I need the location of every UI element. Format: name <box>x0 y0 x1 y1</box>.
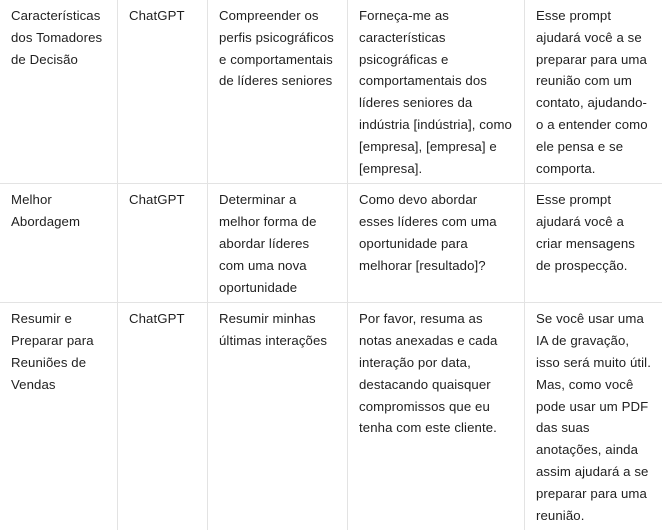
table-row <box>0 0 662 184</box>
table-cell-note: Se você usar uma IA de gravação, isso será muito útil. Mas, como você pode usar um PDF das suas anotações, ainda assim ajudará a se preparar para uma reunião. <box>525 303 662 530</box>
table-cell-goal: Resumir minhas últimas interações <box>208 303 348 530</box>
table-cell-goal: Compreender os perfis psicográficos e comportamentais de líderes seniores <box>208 0 348 184</box>
table-cell-prompt: Por favor, resuma as notas anexadas e cada interação por data, destacando quaisquer compromissos que eu tenha com este cliente. <box>348 303 525 530</box>
table-cell-tool: ChatGPT <box>118 184 208 303</box>
table-cell-note: Esse prompt ajudará você a se preparar para uma reunião com um contato, ajudando-o a entender como ele pensa e se comporta. <box>525 0 662 184</box>
table-cell-note: Esse prompt ajudará você a criar mensagens de prospecção. <box>525 184 662 303</box>
table-row <box>0 184 662 303</box>
table-cell-task: Resumir e Preparar para Reuniões de Vendas <box>0 303 118 530</box>
table-cell-task: Características dos Tomadores de Decisão <box>0 0 118 184</box>
table-cell-prompt: Como devo abordar esses líderes com uma oportunidade para melhorar [resultado]? <box>348 184 525 303</box>
table-cell-task: Melhor Abordagem <box>0 184 118 303</box>
table-cell-prompt: Forneça-me as características psicográficas e comportamentais dos líderes seniores da indústria [indústria], como [empresa], [empresa] e [empresa]. <box>348 0 525 184</box>
table-cell-tool: ChatGPT <box>118 303 208 530</box>
table-cell-tool: ChatGPT <box>118 0 208 184</box>
table-cell-goal: Determinar a melhor forma de abordar líderes com uma nova oportunidade <box>208 184 348 303</box>
table-row <box>0 303 662 530</box>
